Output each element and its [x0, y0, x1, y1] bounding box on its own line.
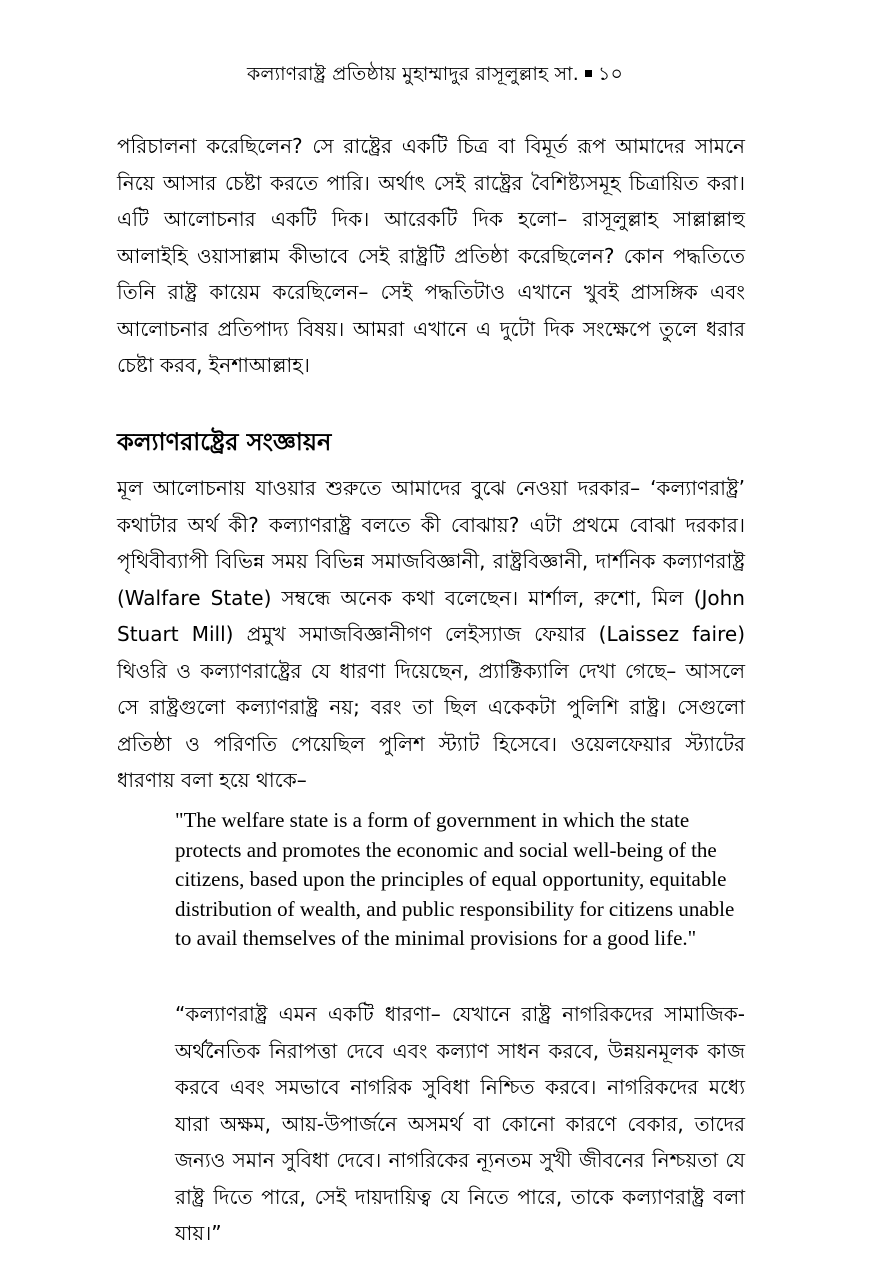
header-separator-square [585, 70, 592, 77]
body-paragraph-2: মূল আলোচনায় যাওয়ার শুরুতে আমাদের বুঝে নেওয়া দরকার– ‘কল্যাণরাষ্ট্র’ কথাটার অর্থ কী? কল্যাণরাষ্ট্র বলতে কী বোঝায়? এটা প্রথমে বোঝা দরকার। পৃথিবীব্যাপী বিভিন্ন সময় বিভিন্ন সমাজবিজ্ঞানী, রাষ্ট্রবিজ্ঞানী, দার্শনিক কল্যাণরাষ্ট্র (Walfare State) সম্বন্ধে অনেক কথা বলেছেন। মার্শাল, রুশো, মিল (John Stuart Mill) প্রমুখ সমাজবিজ্ঞানীগণ লেইস্যাজ ফেয়ার (Laissez faire) থিওরি ও কল্যাণরাষ্ট্রের যে ধারণা দিয়েছেন, প্র্যাক্টিক্যালি দেখা গেছে– আসলে সে রাষ্ট্রগুলো কল্যাণরাষ্ট্র নয়; বরং তা ছিল একেকটা পুলিশি রাষ্ট্র। সেগুলো প্রতিষ্ঠা ও পরিণতি পেয়েছিল পুলিশ স্ট্যাট হিসেবে। ওয়েলফেয়ার স্ট্যাটের ধারণায় বলা হয়ে থাকে– [117, 476, 745, 792]
page-number: ১০ [597, 63, 624, 85]
running-header [0, 60, 870, 92]
section-heading: কল্যাণরাষ্ট্রের সংজ্ঞায়ন [117, 428, 332, 456]
english-block-quote: "The welfare state is a form of government in which the state protects and promotes the economic and social well-being of the citizens, based upon the principles of equal opportunity, equitable distribution of wealth, and public responsibility for citizens unable to avail themselves of the minimal provisions for a good life." [175, 808, 735, 951]
bengali-block-quote: “কল্যাণরাষ্ট্র এমন একটি ধারণা– যেখানে রাষ্ট্র নাগরিকদের সামাজিক-অর্থনৈতিক নিরাপত্তা দেবে এবং কল্যাণ সাধন করবে, উন্নয়নমূলক কাজ করবে এবং সমভাবে নাগরিক সুবিধা নিশ্চিত করবে। নাগরিকদের মধ্যে যারা অক্ষম, আয়-উপার্জনে অসমর্থ বা কোনো কারণে বেকার, তাদের জন্যও সমান সুবিধা দেবে। নাগরিকের ন্যূনতম সুখী জীবনের নিশ্চয়তা যে রাষ্ট্র দিতে পারে, সেই দায়দায়িত্ব যে নিতে পারে, তাকে কল্যাণরাষ্ট্র বলা যায়।” [175, 1002, 745, 1245]
body-paragraph-1: পরিচালনা করেছিলেন? সে রাষ্ট্রের একটি চিত্র বা বিমূর্ত রূপ আমাদের সামনে নিয়ে আসার চেষ্টা করতে পারি। অর্থাৎ সেই রাষ্ট্রের বৈশিষ্ট্যসমূহ চিত্রায়িত করা। এটি আলোচনার একটি দিক। আরেকটি দিক হলো– রাসূলুল্লাহ সাল্লাল্লাহু আলাইহি ওয়াসাল্লাম কীভাবে সেই রাষ্ট্রটি প্রতিষ্ঠা করেছিলেন? কোন পদ্ধতিতে তিনি রাষ্ট্র কায়েম করেছিলেন– সেই পদ্ধতিটাও এখানে খুবই প্রাসঙ্গিক এবং আলোচনার প্রতিপাদ্য বিষয়। আমরা এখানে এ দুটো দিক সংক্ষেপে তুলে ধরার চেষ্টা করব, ইনশাআল্লাহ। [117, 134, 745, 377]
running-header-title: কল্যাণরাষ্ট্র প্রতিষ্ঠায় মুহাম্মাদুর রাসূলুল্লাহ সা. [246, 63, 579, 85]
